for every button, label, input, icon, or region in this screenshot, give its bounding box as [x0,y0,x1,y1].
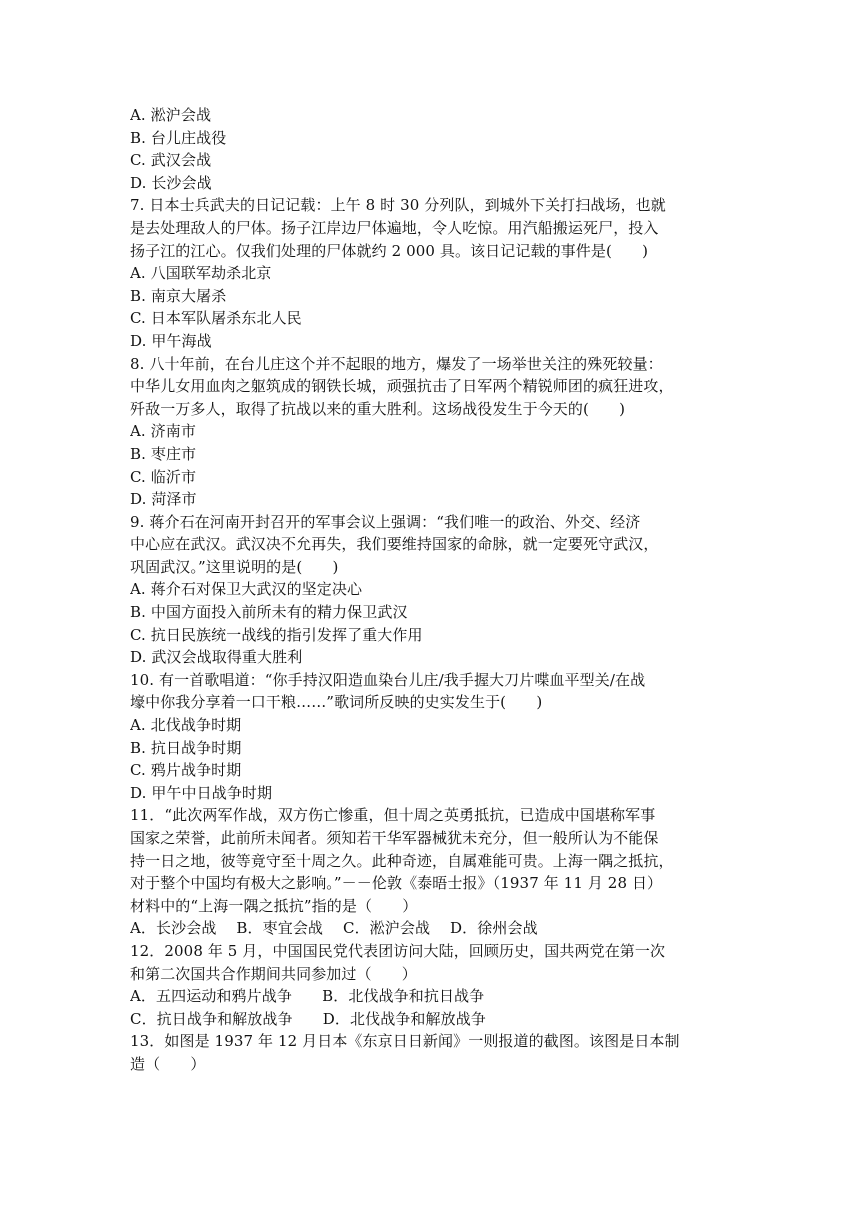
q6-option-c: C. 武汉会战 [130,151,212,170]
q10-option-c: C. 鸦片战争时期 [130,761,242,780]
q9-stem-line-1: 9. 蒋介石在河南开封召开的军事会议上强调：“我们唯一的政治、外交、经济 [130,512,641,531]
q8-option-c: C. 临沂市 [130,467,197,486]
q10-stem-line-2: 壕中你我分享着一口干粮……”歌词所反映的史实发生于( ) [130,693,543,712]
q7-option-a: A. 八国联军劫杀北京 [130,264,272,283]
q13-stem-line-1: 13．如图是 1937 年 12 月日本《东京日日新闻》一则报道的截图。该图是日本制 [130,1032,680,1051]
q9-option-a: A. 蒋介石对保卫大武汉的坚定决心 [130,580,363,599]
q10-option-b: B. 抗日战争时期 [130,738,242,757]
q8-option-d: D. 菏泽市 [130,490,197,509]
q10-stem-line-1: 10. 有一首歌唱道：“你手持汉阳造血染台儿庄/我手握大刀片喋血平型关/在战 [130,670,646,689]
q6-option-d: D. 长沙会战 [130,173,212,192]
q12-stem-line-2: 和第二次国共合作期间共同参加过（ ） [130,964,417,983]
q11-options: A．长沙会战 B．枣宜会战 C．淞沪会战 D．徐州会战 [130,919,538,938]
q6-option-b: B. 台儿庄战役 [130,128,227,147]
q8-stem-line-1: 8. 八十年前，在台儿庄这个并不起眼的地方，爆发了一场举世关注的殊死较量： [130,354,663,373]
q9-option-c: C. 抗日民族统一战线的指引发挥了重大作用 [130,625,423,644]
q7-stem-line-3: 扬子江的江心。仅我们处理的尸体就约 2 000 具。该日记记载的事件是( ) [130,241,649,260]
q11-stem-line-1: 11．“此次两军作战，双方伤亡惨重，但十周之英勇抵抗，已造成中国堪称军事 [130,806,656,825]
document-page [130,104,740,1076]
q11-stem-line-2: 国家之荣誉，此前所未闻者。须知若干华军器械犹未充分，但一般所认为不能保 [130,829,659,847]
q9-stem-line-3: 巩固武汉。”这里说明的是( ) [130,557,339,576]
q9-option-b: B. 中国方面投入前所未有的精力保卫武汉 [130,603,408,622]
q8-stem-line-3: 歼敌一万多人，取得了抗战以来的重大胜利。这场战役发生于今天的( ) [130,399,626,418]
q11-stem-line-5: 材料中的“上海一隅之抵抗”指的是（ ） [130,896,418,915]
q10-option-a: A. 北伐战争时期 [130,716,242,735]
q12-options-ab: A．五四运动和鸦片战争 B．北伐战争和抗日战争 [130,987,485,1006]
q8-option-a: A. 济南市 [130,422,196,441]
q11-stem-line-3: 持一日之地，彼等竟守至十周之久。此种奇迹，自属难能可贵。上海一隅之抵抗， [130,851,674,870]
q8-stem-line-2: 中华儿女用血肉之躯筑成的钢铁长城，顽强抗击了日军两个精锐师团的疯狂进攻， [130,377,674,396]
q7-option-d: D. 甲午海战 [130,331,212,350]
q10-option-d: D. 甲午中日战争时期 [130,783,273,802]
q9-option-d: D. 武汉会战取得重大胜利 [130,648,303,667]
q12-options-cd: C．抗日战争和解放战争 D．北伐战争和解放战争 [130,1009,486,1028]
q7-stem-line-1: 7. 日本士兵武夫的日记记载：上午 8 时 30 分列队，到城外下关打扫战场，也就 [130,196,666,215]
q6-option-a: A. 淞沪会战 [130,106,212,124]
q8-option-b: B. 枣庄市 [130,444,197,463]
q12-stem-line-1: 12．2008 年 5 月，中国国民党代表团访问大陆，回顾历史，国共两党在第一次 [130,941,666,960]
q7-option-c: C. 日本军队屠杀东北人民 [130,309,302,328]
q13-stem-line-2: 造（ ） [130,1054,206,1073]
q7-option-b: B. 南京大屠杀 [130,286,227,305]
q7-stem-line-2: 是去处理敌人的尸体。扬子江岸边尸体遍地，令人吃惊。用汽船搬运死尸，投入 [130,218,659,237]
q11-stem-line-4: 对于整个中国均有极大之影响。”－－伦敦《泰晤士报》（1937 年 11 月 28 日） [130,874,663,893]
q9-stem-line-2: 中心应在武汉。武汉决不允再失，我们要维持国家的命脉，就一定要死守武汉， [130,535,659,554]
